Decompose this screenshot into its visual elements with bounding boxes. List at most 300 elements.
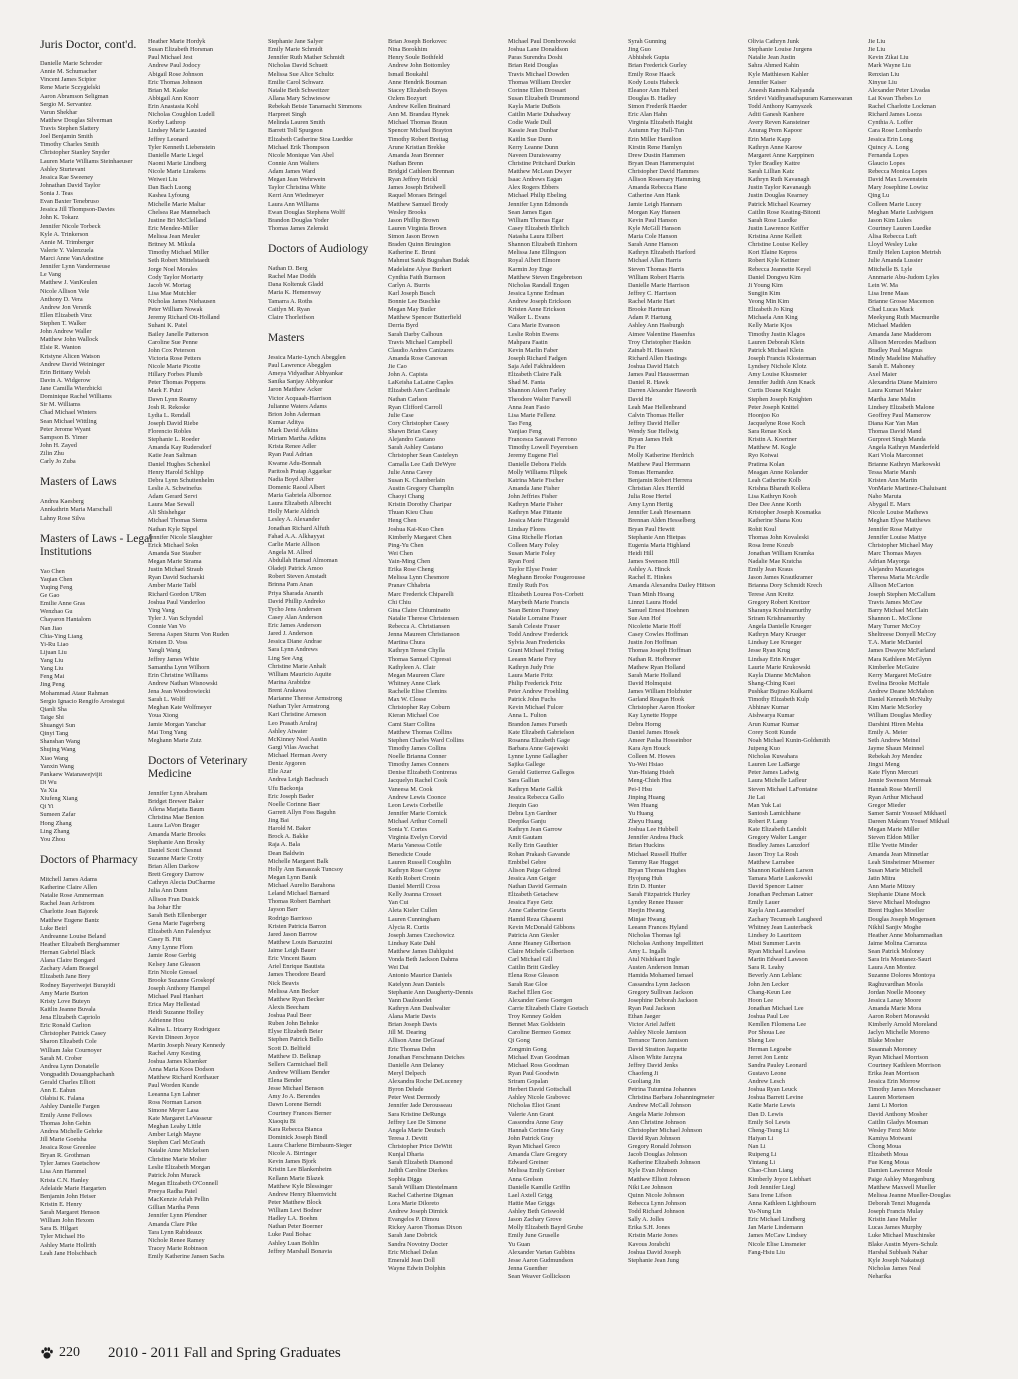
graduate-name: Allana Mary Schwiesow [268, 94, 331, 102]
graduate-name: Aimee Valentine Hasenfus [628, 330, 696, 338]
graduate-name: Nathan R. Hofbrener [628, 655, 681, 663]
graduate-name: Todd Richard Johnson [628, 1208, 685, 1215]
graduate-name: Ann M. Brandau Hynek [388, 111, 449, 119]
graduate-name: Nathan Carlson [388, 395, 428, 403]
graduate-name: Eric Vincent Baum [268, 955, 317, 963]
name-column [748, 38, 866, 1323]
graduate-name: Elie Azar [268, 768, 292, 776]
graduate-name: Cody Taylor Moriarty [148, 273, 204, 281]
graduate-name: Mitchell James Adams [40, 875, 98, 883]
graduate-name: Mark David Adkins [268, 427, 319, 434]
graduate-name: Oladeji Patrick Amoo [268, 565, 323, 573]
graduate-name: Jie Cao [388, 363, 407, 370]
graduate-name: Teresa J. Devitt [388, 1134, 428, 1142]
graduate-name: Vincent James Scipior [40, 76, 97, 84]
graduate-name: Barrett Toll Spurgeon [268, 127, 323, 135]
graduate-name: Kristen Anne Erickson [508, 306, 566, 314]
graduate-name: Matthew Douglas Silverman [40, 116, 113, 124]
graduate-name: Nicole Allison Vele [40, 287, 90, 295]
graduate-name: Kayla Marie DuBois [508, 103, 561, 110]
graduate-name: Sarah Margaret Henson [40, 1209, 100, 1216]
graduate-name: Jiequin Gao [508, 801, 539, 809]
graduate-name: Ethan Jaeger [628, 1013, 661, 1020]
graduate-name: Edward Greiner [508, 1159, 549, 1167]
graduate-name: Hamida Mohamed Ismael [628, 972, 694, 980]
graduate-name: Jennifer Kaiser [748, 78, 787, 86]
graduate-name: Emilie Carol Schwarz [268, 78, 324, 86]
graduate-name: Nicholas James Niehausen [148, 298, 216, 305]
graduate-name: Elizabeth Ann Cardinale [388, 387, 450, 395]
graduate-name: Debra Lynn Schuttenhelm [148, 476, 215, 484]
graduate-name: James McCaw Lindsey [748, 1232, 807, 1240]
graduate-name: Timothy Charles Smith [40, 141, 99, 149]
graduate-name: Taylor Christina White [268, 184, 326, 192]
graduate-name: Kathryn Mae Fittante [508, 509, 563, 517]
graduate-name: Jing Guo [628, 46, 651, 54]
graduate-name: Amanda Marie Mora [868, 1004, 922, 1012]
graduate-name: Meng-Chieh Hsu [628, 777, 672, 785]
graduate-name: Justine Bri McClelland [148, 216, 207, 224]
graduate-name: Amanda Clare Gregory [508, 1151, 568, 1159]
graduate-name: Margaret Anne Karppinen [748, 151, 814, 159]
graduate-name: Jacob Douglas Johnson [628, 1151, 688, 1159]
graduate-name: Ameya Vidyadhar Abhyankar [268, 370, 344, 378]
graduate-name: Chaoyi Chang [388, 493, 425, 500]
graduate-name: Varun Shekhar [40, 108, 78, 116]
graduate-name: Lisa Ann Hammel [40, 1168, 87, 1176]
graduate-name: Melissa Jeanne Mueller-Douglas [868, 1191, 951, 1199]
graduate-name: Nicole Elise Linsmeier [748, 1240, 807, 1248]
graduate-name: Kate Elizabeth Landolt [748, 826, 807, 834]
graduate-name: Qi Gong [508, 1037, 530, 1045]
graduate-name: Sarah Rae Gloe [508, 980, 548, 988]
graduate-name: James Swenson Hill [628, 558, 680, 565]
graduate-name: Rachelle Elise Clemins [388, 688, 447, 695]
page-footer [40, 1343, 341, 1363]
graduate-name: Naomi Marie Lindberg [148, 159, 207, 167]
graduate-name: Christopher Patrick Casey [40, 1030, 107, 1038]
graduate-name: Priya Sharada Ananth [268, 589, 323, 597]
graduate-name: Allison Anne DeGraaf [388, 1037, 445, 1045]
graduate-name: Joseph Richard Fadgen [508, 354, 567, 362]
graduate-name: Holly Ann Banaszak Tuncsoy [268, 865, 344, 873]
graduate-name: Michael Ross Goodman [508, 1061, 569, 1069]
graduate-name: Erika Jean Morrison [868, 1069, 920, 1077]
graduate-name: Emerald Jean Doll [388, 1256, 435, 1264]
graduate-name: Emily Sol Lewis [748, 1118, 791, 1126]
graduate-name: Scott D. Belfield [268, 1044, 311, 1052]
graduate-name: Elena Bender [268, 1077, 303, 1084]
graduate-name: Anne Hendrik Bouman [388, 78, 447, 86]
graduate-name: Hillary Forbes Plumb [148, 371, 203, 379]
graduate-name: Gerald Charles Elliott [40, 1079, 96, 1086]
graduate-name: Jordan Noelle Mooney [868, 988, 926, 996]
graduate-name: Austin Gregory Champlin [388, 484, 454, 492]
graduate-name: Joshua James Kluenker [148, 1058, 208, 1065]
graduate-name: Laura Mae Sewall [148, 501, 195, 509]
graduate-name: Jennifer Louise Mattye [868, 533, 927, 541]
graduate-name: Nicole A. Birringer [268, 1150, 317, 1158]
graduate-name: Eric James Anderson [268, 622, 322, 629]
graduate-name: Eric Joseph Bader [268, 792, 314, 800]
graduate-name: Yao Chen [40, 567, 65, 575]
graduate-name: Kristin Dorothy Charipar [388, 501, 452, 509]
graduate-name: Kathryn Rose Coyne [388, 866, 441, 874]
graduate-name: Daniel Hughes Schenkel [148, 460, 211, 468]
graduate-name: Emily Lauer [748, 899, 780, 907]
graduate-name: Pranav Chhabria [388, 582, 431, 590]
graduate-name: Simone Meyer Lasa [148, 1106, 199, 1114]
graduate-name: Brian Joseph Borkovec [388, 38, 447, 45]
graduate-name: Gargi Vilas Avachat [268, 743, 319, 751]
graduate-name: Michael Arthur Cornell [388, 818, 448, 825]
graduate-name: Michael Thomas Siems [148, 517, 208, 525]
graduate-name: Jena Elizabeth Capriolo [40, 1014, 101, 1021]
graduate-name: Anna L. Fulton [508, 712, 547, 720]
graduate-name: Kathryn Jean Garrow [508, 826, 563, 834]
graduate-name: Sarah Rose Luedke [748, 216, 797, 224]
graduate-name: Barry Michael McClain [868, 606, 929, 614]
graduate-name: Connie Van Vo [148, 623, 186, 630]
graduate-name: Christopher Price DeWitt [388, 1143, 453, 1150]
graduate-name: Le Vang [40, 271, 62, 279]
graduate-name: Dawn Lorene Berndt [268, 1101, 322, 1109]
graduate-name: Sandra Novotny Docter [388, 1240, 448, 1248]
graduate-name: Kristen D. Voss [148, 639, 188, 647]
graduate-name: Sridevi Vaidhyanathapuram Kameswaran [748, 94, 853, 102]
graduate-name: William Douglas Medley [868, 712, 932, 720]
graduate-name: Patrick John Murack [148, 1171, 201, 1179]
graduate-name: Denise Elizabeth Contreras [388, 769, 457, 777]
graduate-name: Gerald Gutierrez Gallegos [508, 769, 575, 777]
graduate-name: Haiyan Li [748, 1134, 774, 1142]
graduate-name: Ryan Ford [508, 558, 535, 565]
graduate-name: Renxian Liu [868, 70, 900, 78]
graduate-name: Caitlyn M. Ryan [268, 305, 310, 313]
graduate-name: Rebekah Joy Mendez [868, 753, 923, 760]
graduate-name: Heather Marie Hordyk [148, 38, 206, 45]
graduate-name: Jaclyn Michelle Moreno [868, 1029, 930, 1037]
graduate-name: Zongmin Gong [508, 1045, 547, 1053]
graduate-name: Christopher David Hammes [628, 168, 699, 175]
graduate-name: Heejin Hwang [628, 907, 665, 915]
graduate-name: Nichole Renee Ramey [148, 1236, 205, 1244]
graduate-name: Lindsay Kate Dahl [388, 939, 436, 947]
graduate-name: Angela M. Allred [268, 548, 313, 556]
graduate-name: Natalie Therese Christensen [388, 614, 459, 622]
graduate-name: Bryan R. Grothman [40, 1152, 90, 1160]
graduate-name: Jennifer Lynn Edmonds [508, 200, 569, 208]
graduate-name: Julia Ann Dunn [148, 887, 188, 895]
graduate-name: Chayaron Hantalom [40, 616, 91, 624]
graduate-name: Jeffrey David Heller [628, 419, 680, 427]
graduate-name: Lai Kwan Thebes Lo [868, 94, 922, 102]
graduate-name: Chaofeng Ji [628, 1069, 659, 1077]
graduate-name: Katrina Marie Fischer [508, 476, 564, 484]
graduate-name: Lisa Irene Maas [868, 289, 909, 297]
graduate-name: Carl Michael Gill [508, 956, 553, 964]
name-columns [40, 38, 1000, 1323]
graduate-name: Travis Michael Dowden [508, 70, 569, 78]
graduate-name: Ryan Jeffrey Brickl [388, 176, 438, 184]
graduate-name: Hernan Gabriel Black [40, 949, 96, 956]
graduate-name: Caitlin Britt Girdley [508, 964, 560, 972]
graduate-name: Rachel Marie Hart [628, 298, 675, 305]
graduate-name: Diana Kar Yan Man [868, 419, 919, 427]
graduate-name: Rachel Ellen Goc [508, 988, 553, 996]
graduate-name: Krista C.N. Hanley [40, 1176, 89, 1184]
graduate-name: Ling See Ang [268, 654, 303, 662]
graduate-name: Kayla Dianne McMahon [748, 671, 811, 679]
graduate-name: Andrea Leigh Bachrach [268, 776, 329, 784]
graduate-name: Nicole Louise Mathews [868, 509, 929, 517]
graduate-name: Mahmut Satuk Bugrahan Budak [388, 257, 470, 265]
graduate-name: Benjamin Robert Herrera [628, 476, 692, 484]
graduate-name: Misti Summer Lavin [748, 939, 801, 947]
graduate-name: Rebecca Monica Lopes [868, 168, 928, 175]
graduate-name: Nicholas David Schuett [268, 62, 328, 70]
graduate-name: Andrea Kaesberg [40, 498, 84, 506]
graduate-name: Rebecca A. Christiansen [388, 623, 450, 630]
graduate-name: Drew Dustin Hammen [628, 151, 686, 159]
graduate-name: Mitchelle B. Lyle [868, 265, 913, 273]
graduate-name: Morgan Kay Hansen [628, 208, 681, 216]
graduate-name: Carlyn A. Burris [388, 281, 430, 289]
graduate-name: Caitlin Marie Duhadway [508, 111, 571, 119]
graduate-name: Jill Marie Goetsha [40, 1135, 87, 1143]
graduate-name: Barbara Anne Gajewski [508, 744, 569, 752]
graduate-name: Avery Reven Kansteiner [748, 119, 810, 127]
graduate-name: Raja A. Bala [268, 841, 301, 849]
graduate-name: Lindsay Flores [508, 525, 546, 533]
name-column [40, 38, 158, 1323]
graduate-name: Megan Marie Miller [868, 826, 920, 834]
graduate-name: Tamara Marie Laskowski [748, 874, 813, 882]
graduate-name: Justin Lawrence Keiffer [748, 224, 809, 232]
graduate-name: Terese Ann Kreitz [748, 590, 794, 598]
graduate-name: Sean Weaver Gollickson [508, 1273, 570, 1280]
graduate-name: Jayson Barr [268, 906, 298, 914]
graduate-name: Jaime Leigh Bauer [268, 947, 316, 954]
graduate-name: Stephanie Jane Salyer [268, 38, 324, 45]
graduate-name: Melissa Sue Alice Schultz [268, 70, 334, 78]
graduate-name: Jennifer Ruth Mather Schmidt [268, 54, 345, 62]
graduate-name: Kody Louis Habeck [628, 78, 679, 86]
graduate-name: Shannon Aileen Farley [508, 387, 566, 395]
graduate-name: Thomas Robert Barnhart [268, 898, 331, 906]
graduate-name: Kunjal Dharia [388, 1151, 424, 1159]
graduate-name: Domenic Raoul Albert [268, 483, 326, 491]
graduate-name: Michelle Marie Maltar [148, 200, 206, 208]
graduate-name: Fahad A.A. Alkhayyat [268, 532, 325, 540]
graduate-name: Robert Kyle Kettner [748, 257, 800, 265]
graduate-name: Lindsay Erin Kruger [748, 655, 801, 663]
graduate-name: Peter Joseph Knittel [748, 403, 799, 411]
graduate-name: Christopher Michael Johnson [628, 1126, 703, 1134]
graduate-name: Jason Kim Lukes [868, 216, 912, 224]
graduate-name: Henry Soule Bothfeld [388, 54, 444, 62]
graduate-name: Jayme Shaun Meinnel [868, 744, 924, 752]
graduate-name: Marianne Therese Armstrong [268, 695, 343, 703]
graduate-name: Kara Rebecca Bianca [268, 1125, 323, 1133]
graduate-name: Yan Cui [388, 899, 409, 907]
graduate-name: Peter Andrew Froehling [508, 688, 569, 695]
graduate-name: Leslie Robin Ewens [508, 330, 559, 338]
graduate-name: Maria Cole Hanson [628, 233, 678, 240]
graduate-name: Damien Lawrence Moule [868, 1167, 933, 1175]
graduate-name: Natalie Anne Mickelsen [148, 1147, 209, 1155]
graduate-name: Jena Jean Woodrowiecki [148, 688, 211, 695]
graduate-name: Yain-Ming Chen [388, 558, 431, 565]
graduate-name: Sriram Krishnamurthy [748, 614, 805, 622]
graduate-name: Brian Reid Douglas [508, 62, 559, 70]
graduate-name: Ashley Atwater [268, 727, 308, 735]
graduate-name: Stephanie Ann Hietpas [628, 533, 686, 541]
graduate-name: Rodrigo Barrioso [268, 914, 312, 922]
graduate-name: Jennifer Andrea Huck [628, 834, 684, 842]
graduate-name: Erin Brittany Welsh [40, 368, 91, 376]
graduate-name: Susan Marie Mitchell [868, 866, 923, 874]
graduate-name: Tamarra A. Roths [268, 297, 313, 305]
graduate-name: Yu-Wei Hsiao [628, 761, 664, 769]
graduate-name: Shang-Ching Kuei [748, 679, 796, 687]
graduate-name: Nicholas Eliot Grant [508, 1102, 561, 1110]
graduate-name: Calvin Thomas Heller [628, 411, 684, 419]
graduate-name: Harpreet Singh [268, 111, 307, 119]
graduate-name: William Levi Bodner [268, 1207, 322, 1214]
graduate-name: Josephine Deborah Jackson [628, 996, 698, 1004]
name-column [388, 38, 506, 1323]
graduate-name: Martina Chura [388, 639, 425, 647]
graduate-name: Gurpreet Singh Manda [868, 436, 926, 444]
graduate-name: Tyler Michael Ho [40, 1233, 85, 1241]
graduate-name: Nathan David Germain [508, 883, 567, 890]
graduate-name: Elizabeth Claire Falk [508, 371, 562, 379]
graduate-name: Kyle Joseph Nakatsuji [868, 1256, 925, 1264]
graduate-name: Karmin Joy Enge [508, 265, 553, 273]
graduate-name: Paras Surendra Doshi [508, 54, 563, 62]
graduate-name: Megan Lynn Banik [268, 873, 317, 881]
graduate-name: Rene Marie Sczygielski [40, 84, 101, 92]
graduate-name: Brooke Suzanne Groskopf [148, 976, 215, 984]
graduate-name: Herbert David Gottschall [508, 1086, 572, 1094]
graduate-name: Kate Elizabeth Gabrielson [508, 728, 575, 736]
graduate-name: Nicole Monique Van Abel [268, 151, 334, 159]
graduate-name: Katherine E. Bruni [388, 249, 436, 257]
graduate-name: Nicole Marie Linskens [148, 168, 206, 175]
graduate-name: Laura Ann Williams [268, 200, 320, 208]
graduate-name: Leslie Elizabeth Morgan [148, 1163, 211, 1171]
graduate-name: Jennifer Lynn Vandermeuse [40, 263, 111, 271]
graduate-name: Christina Barbara Johanningmeier [628, 1094, 715, 1102]
graduate-name: Heidi Hill [628, 549, 654, 557]
graduate-name: Yun-Hsiang Hsieh [628, 769, 675, 777]
graduate-name: Jie Liu [868, 38, 886, 45]
graduate-name: Sue Ann Hof [628, 614, 661, 622]
graduate-name: William Robert Harris [628, 273, 685, 281]
name-column [148, 38, 266, 1323]
graduate-name: Travis James McCaw [868, 598, 923, 606]
graduate-name: Colleen Marie Lucey [868, 200, 922, 208]
graduate-name: Matthew McLean Dwyer [508, 168, 572, 175]
graduate-name: Sriram Gopalan [508, 1078, 549, 1085]
graduate-name: Amy Louise Klusmeier [748, 371, 808, 379]
graduate-name: Casey Alan Anderson [268, 613, 323, 621]
graduate-name: Kate Flynn Mercuri [868, 769, 919, 777]
graduate-name: Nicholas Anthony Impellitteri [628, 939, 704, 947]
graduate-name: Noah Michael Kunin-Goldsmith [748, 736, 830, 744]
graduate-name: Rachel Amy Kesting [148, 1049, 201, 1057]
graduate-name: Embibel Gebre [508, 858, 547, 866]
graduate-name: Fernanda Lopes [868, 151, 909, 159]
graduate-name: Niki Lee Johnson [628, 1183, 673, 1191]
graduate-name: Joshua Barrett Levine [748, 1094, 804, 1102]
graduate-name: Quinn Nicole Johnson [628, 1191, 685, 1199]
graduate-name: Alexander Vartan Gubbins [508, 1248, 576, 1256]
graduate-name: Stephanie Ann Daugherty-Dennis [388, 988, 473, 996]
graduate-name: Sara Irene Lifson [748, 1191, 792, 1199]
graduate-name: Rachel Catherine Digman [388, 1191, 454, 1199]
graduate-name: Anurag Prem Kapoor [748, 127, 803, 135]
graduate-name: Victoria Rose Petters [148, 354, 202, 362]
graduate-name: Daniel James Hosek [628, 728, 680, 736]
graduate-name: Ellie Yvette Minder [868, 842, 918, 850]
graduate-name: Garrett Allyn Foss Baguhn [268, 808, 336, 816]
graduate-name: Daniel Dongwu Kim [748, 273, 801, 281]
graduate-name: Kyle Matthiesen Kahler [748, 70, 809, 78]
graduate-name: Emily Katherine Jansen Sachs [148, 1253, 225, 1260]
graduate-name: Dawn Lynn Reamy [148, 395, 197, 403]
graduate-name: Ashley Nicole Grabovec [508, 1094, 571, 1102]
graduate-name: Rachel Mae Dodds [268, 273, 317, 281]
graduate-name: Rodney Bayeriwejei Burayidi [40, 981, 116, 989]
graduate-name: Laura Kumari Maker [868, 387, 922, 395]
graduate-name: Charlotte Joan Bajorek [40, 908, 99, 916]
graduate-name: Kathryn Ruth Kavanagh [748, 176, 810, 184]
graduate-name: Anne Heaney Gilbertson [508, 939, 571, 947]
graduate-name: Jessica Jill Thompson-Davies [40, 206, 115, 214]
graduate-name: Jessica Erin Morrow [868, 1078, 921, 1085]
graduate-name: Alisa Rebecca Luft [868, 233, 917, 240]
graduate-name: Amit Gautam [508, 834, 543, 842]
graduate-name: Timothy Michael Miller [148, 249, 209, 257]
graduate-name: Matthew Paul Herrmann [628, 460, 691, 468]
graduate-name: Kathryn Ann Daulwalter [388, 1004, 451, 1012]
graduate-name: Joseph Francis Mulay [868, 1208, 924, 1215]
graduate-name: Andrea Lynn Donatelle [40, 1062, 100, 1070]
graduate-name: Thuan Kieu Chau [388, 509, 433, 517]
graduate-name: Julianne Waters Adams [268, 402, 327, 410]
graduate-name: Kevin Paul Hanson [628, 216, 677, 224]
graduate-name: Mathew Ryan Holland [628, 663, 686, 671]
graduate-name: Nicholas James Neal [868, 1264, 921, 1272]
graduate-name: Shannon Kathleen Larson [748, 866, 814, 874]
graduate-name: Por Shoua Lee [748, 1029, 786, 1037]
graduate-name: Dee Dee Anne Korth [748, 501, 801, 509]
graduate-name: Adam P. Hartung [628, 314, 672, 322]
graduate-name: Jie Liu [868, 46, 886, 54]
graduate-name: Brian Frederick Gurley [628, 62, 687, 70]
graduate-name: David Anthony Mosher [868, 1110, 928, 1118]
graduate-name: Hamid Reza Ghasemi [508, 915, 564, 923]
graduate-name: Sheng Lee [748, 1037, 775, 1045]
graduate-name: Patrick Michael Kearney [748, 200, 811, 208]
graduate-name: Cynthia A. Loffer [868, 119, 913, 127]
graduate-name: Travis Stephen Slattery [40, 125, 99, 132]
graduate-name: Ryan Michael Lawless [748, 948, 806, 955]
graduate-name: Linnzi Laura Hodel [628, 598, 678, 606]
graduate-name: Caitlin Gladys Mosman [868, 1118, 929, 1126]
